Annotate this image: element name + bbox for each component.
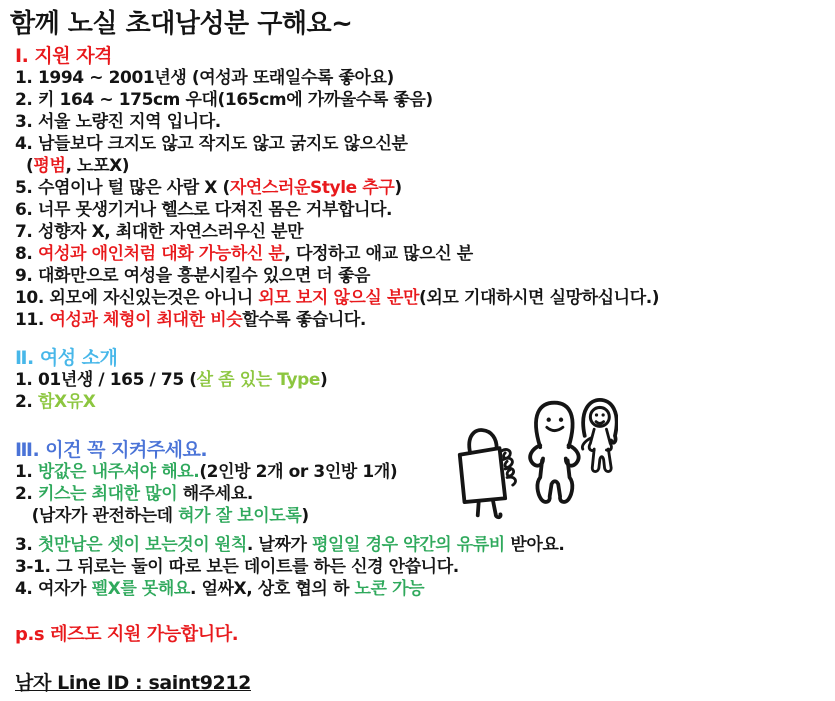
text-segment: 받아요.: [510, 535, 565, 555]
text-segment: 평범: [33, 156, 66, 176]
text-segment: . 날짜가: [246, 535, 313, 555]
section-rules: [10, 439, 835, 600]
text-segment: ): [320, 370, 328, 390]
text-segment: 6. 너무 못생기거나 헬스로 다져진 몸은 거부합니다.: [15, 200, 393, 220]
text-line: [15, 483, 835, 505]
rules-list: [15, 461, 835, 600]
text-segment: 10. 외모에 자신있는것은 아니니: [15, 288, 259, 308]
title-emphasis: 초대남: [125, 9, 200, 39]
section-female-intro: [10, 347, 835, 413]
text-line: [15, 89, 835, 111]
title-post: 성분 구해요~: [199, 9, 353, 39]
text-segment: 혀가 잘 보이도록: [178, 506, 302, 526]
text-segment: ): [301, 506, 309, 526]
text-line: [15, 556, 835, 578]
text-line: [15, 369, 835, 391]
easel-canvas: [460, 448, 505, 502]
artist-legs: [478, 500, 501, 517]
woman-right-eye: [602, 413, 605, 416]
text-segment: 해주세요.: [182, 484, 253, 504]
text-segment: . 얼싸X, 상호 협의 하: [189, 579, 355, 599]
female-intro-list: [15, 369, 835, 413]
text-segment: 1. 1994 ~ 2001년생 (여성과 또래일수록 좋아요): [15, 68, 394, 88]
text-segment: 외모 보지 않으실 분만: [258, 288, 420, 308]
qualifications-list: [15, 67, 835, 331]
section-apply-qualifications: [10, 45, 835, 331]
woman-left-eye: [595, 413, 598, 416]
woman-arms-body: [589, 429, 611, 450]
man-head-body: [536, 403, 573, 447]
text-line: [15, 155, 835, 177]
man-figure: [530, 403, 578, 502]
text-segment: 5. 수염이나 털 많은 사람 X (: [15, 178, 230, 198]
text-line: [15, 221, 835, 243]
text-line: [15, 111, 835, 133]
text-segment: 1. 01년생 / 165 / 75 (: [15, 370, 197, 390]
artist-figure: [460, 430, 516, 517]
text-segment: 살 좀 있는 Type: [196, 370, 321, 390]
man-left-eye: [547, 418, 551, 422]
text-segment: 3-1. 그 뒤로는 둘이 따로 보든 데이트를 하든 신경 안씁니다.: [15, 557, 459, 577]
title-pre: 함께 노실: [10, 9, 126, 39]
page-title: [10, 8, 835, 40]
text-line: [15, 199, 835, 221]
text-segment: (남자가 관전하는데: [15, 506, 179, 526]
text-segment: 3.: [15, 535, 39, 555]
text-segment: ): [394, 178, 402, 198]
text-segment: 노콘 가능: [354, 579, 425, 599]
text-segment: 4. 여자가: [15, 579, 92, 599]
text-segment: 키스는 최대한 많이: [38, 484, 183, 504]
text-segment: 2.: [15, 484, 39, 504]
text-segment: 방값은 내주셔야 해요.: [38, 462, 200, 482]
woman-smile: [596, 422, 604, 424]
ps-note: p.s 레즈도 지원 가능합니다.: [15, 624, 239, 645]
text-line: [15, 67, 835, 89]
text-segment: 3. 서울 노량진 지역 입니다.: [15, 112, 221, 132]
man-right-eye: [559, 418, 563, 422]
text-line: [15, 578, 835, 600]
text-line: [15, 177, 835, 199]
text-segment: 1.: [15, 462, 39, 482]
woman-legs: [592, 449, 611, 471]
text-line: [15, 534, 835, 556]
doodle-illustration: [452, 362, 618, 521]
text-segment: 9. 대화만으로 여성을 흥분시킬수 있으면 더 좋음: [15, 266, 371, 286]
text-segment: 자연스러운Style 추구: [229, 178, 395, 198]
text-line: [15, 461, 835, 483]
text-segment: 7. 성향자 X, 최대한 자연스러우신 분만: [15, 222, 304, 242]
text-line: [15, 265, 835, 287]
text-segment: (외모 기대하시면 실망하십니다.): [419, 288, 660, 308]
text-segment: 4. 남들보다 크지도 않고 작지도 않고 굵지도 않으신분: [15, 134, 408, 154]
text-segment: 11.: [15, 310, 50, 330]
text-segment: 8.: [15, 244, 39, 264]
text-segment: 평일일 경우 약간의 유류비: [312, 535, 511, 555]
text-segment: 함X유X: [38, 392, 96, 412]
text-line: [15, 309, 835, 331]
text-segment: 여성과 애인처럼 대화 가능하신 분: [38, 244, 285, 264]
section-heading-qualifications: Ⅰ. 지원 자격: [15, 45, 112, 67]
text-segment: , 다정하고 애교 많으신 분: [284, 244, 473, 264]
man-smile: [547, 427, 563, 430]
section-heading-rules: Ⅲ. 이건 꼭 지켜주세요.: [15, 439, 208, 461]
man-legs: [537, 460, 572, 501]
woman-figure: [582, 400, 616, 472]
text-segment: 2.: [15, 392, 39, 412]
text-line: [15, 243, 835, 265]
text-segment: , 노포X): [65, 156, 130, 176]
text-segment: 2. 키 164 ~ 175cm 우대(165cm에 가까울수록 좋음): [15, 90, 433, 110]
section-heading-female-intro: Ⅱ. 여성 소개: [15, 347, 118, 369]
text-segment: 할수록 좋습니다.: [242, 310, 366, 330]
text-line: [15, 505, 835, 527]
text-segment: 첫만남은 셋이 보는것이 원칙: [38, 535, 247, 555]
text-line: [15, 287, 835, 309]
text-segment: 여성과 체형이 최대한 비슷: [49, 310, 243, 330]
contact-line-id: 남자 Line ID : saint9212: [15, 672, 251, 694]
text-segment: (2인방 2개 or 3인방 1개): [199, 462, 398, 482]
text-line: [15, 133, 835, 155]
text-segment: (: [15, 156, 34, 176]
text-line: [15, 391, 835, 413]
text-segment: 펠X를 못해요: [91, 579, 190, 599]
